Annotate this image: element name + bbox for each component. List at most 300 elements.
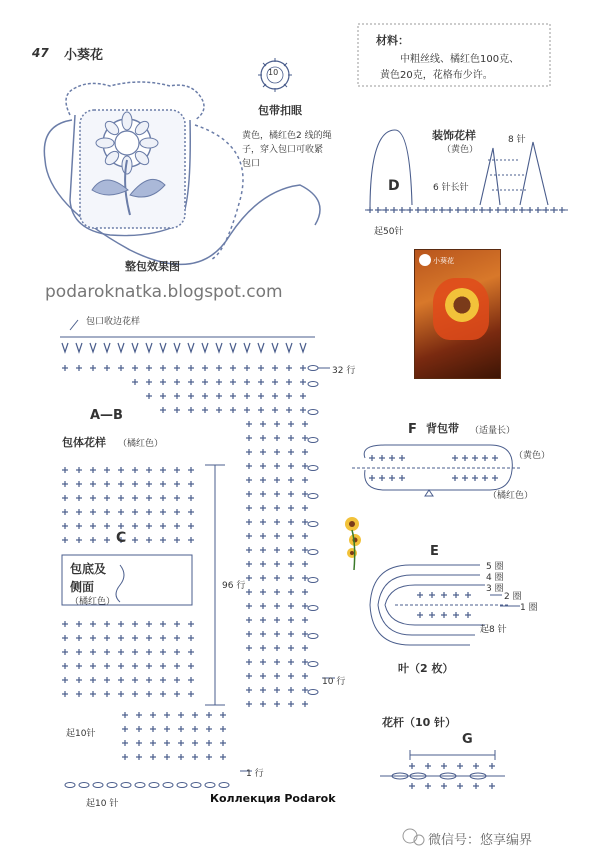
stitch-mark (174, 365, 180, 371)
stitch-mark (132, 691, 138, 697)
stitch-mark (220, 754, 226, 760)
stitch-mark (122, 754, 128, 760)
stitch-mark (246, 435, 252, 441)
chain-mark (135, 783, 145, 788)
stitch-mark (202, 393, 208, 399)
stitch-mark (146, 467, 152, 473)
chain-mark (308, 634, 318, 639)
stitch-mark (146, 481, 152, 487)
chain-mark (121, 783, 131, 788)
stitch-mark (441, 783, 447, 789)
stitch-mark (246, 449, 252, 455)
stitch-mark (160, 379, 166, 385)
stitch-mark (272, 379, 278, 385)
stitch-mark (462, 455, 468, 461)
stitch-mark (258, 365, 264, 371)
stitch-mark (417, 592, 423, 598)
stitch-mark (178, 726, 184, 732)
stitch-mark (288, 603, 294, 609)
stitch-mark (188, 663, 194, 669)
label-ab: A—B (90, 408, 123, 423)
stitch-mark (164, 754, 170, 760)
stitch-mark (473, 783, 479, 789)
stitch-mark (206, 754, 212, 760)
stitch-mark (302, 673, 308, 679)
stitch-mark (288, 701, 294, 707)
stitch-mark (132, 481, 138, 487)
chain-mark (177, 783, 187, 788)
stitch-mark (302, 631, 308, 637)
stitch-mark (260, 505, 266, 511)
stitch-mark (90, 677, 96, 683)
stitch-mark (274, 589, 280, 595)
chain-mark (308, 410, 318, 415)
stitch-mark (90, 663, 96, 669)
stitch-mark (192, 754, 198, 760)
stitch-mark (146, 677, 152, 683)
stitch-mark (492, 475, 498, 481)
stitch-mark (104, 481, 110, 487)
chain-mark (308, 522, 318, 527)
stitch-mark (164, 726, 170, 732)
stitch-mark (174, 379, 180, 385)
stem-title: 花杆（10 针） (382, 716, 457, 729)
stitch-mark (146, 691, 152, 697)
stitch-mark (122, 726, 128, 732)
stitch-mark (302, 463, 308, 469)
stitch-mark (302, 421, 308, 427)
label-e: E (430, 544, 439, 559)
stitch-mark (118, 481, 124, 487)
stitch-mark (160, 663, 166, 669)
stitch-mark (302, 575, 308, 581)
bag-caption: 整包效果图 (125, 260, 180, 273)
stitch-mark (274, 561, 280, 567)
stitch-mark (260, 589, 266, 595)
stitch-mark (206, 726, 212, 732)
eyelet-note-3: 包口 (242, 159, 261, 169)
materials-line1: 中粗丝线、橘红色100克、 (400, 54, 520, 65)
stitch-mark (216, 379, 222, 385)
stitch-mark (202, 365, 208, 371)
stitch-mark (216, 365, 222, 371)
stitch-mark (471, 207, 477, 213)
stitch-mark (188, 677, 194, 683)
stitch-mark (76, 365, 82, 371)
stitch-mark (160, 677, 166, 683)
stitch-mark (447, 207, 453, 213)
stitch-mark (244, 407, 250, 413)
stitch-mark (76, 691, 82, 697)
stitch-mark (407, 207, 413, 213)
stitch-mark (174, 495, 180, 501)
eyelet-note-2: 子，穿入包口可收紧 (242, 145, 324, 155)
stitch-mark (492, 455, 498, 461)
stitch-mark (62, 523, 68, 529)
stitch-mark (453, 612, 459, 618)
stitch-mark (487, 207, 493, 213)
stitch-mark (559, 207, 565, 213)
wechat-icon (403, 829, 424, 845)
stitch-mark (132, 365, 138, 371)
stitch-mark (288, 631, 294, 637)
stitch-mark (188, 495, 194, 501)
stitch-mark (482, 475, 488, 481)
body-color: （橘红色） (118, 439, 164, 449)
stitch-mark (174, 649, 180, 655)
stitch-mark (274, 547, 280, 553)
leaf-r2: 2 圈 (504, 592, 522, 602)
stitch-mark (274, 673, 280, 679)
rows-arrow (205, 465, 335, 771)
stitch-mark (288, 687, 294, 693)
stitch-mark (146, 663, 152, 669)
stitch-mark (302, 687, 308, 693)
stitch-mark (62, 621, 68, 627)
stitch-mark (288, 617, 294, 623)
chain-mark (308, 606, 318, 611)
stitch-mark (246, 547, 252, 553)
stitch-mark (274, 505, 280, 511)
stitch-mark (104, 509, 110, 515)
eyelet-note-1: 黄色，橘红色2 线的绳 (242, 131, 332, 141)
stitch-mark (132, 621, 138, 627)
badge-icon (419, 254, 431, 266)
stitch-mark (90, 523, 96, 529)
stitch-mark (260, 561, 266, 567)
stitch-mark (274, 701, 280, 707)
stitch-mark (302, 589, 308, 595)
stitch-mark (174, 663, 180, 669)
stitch-mark (246, 589, 252, 595)
decor-6-rows: 6 针长针 (433, 183, 469, 193)
stitch-mark (452, 455, 458, 461)
stitch-mark (150, 712, 156, 718)
page-title: 小葵花 (64, 48, 104, 63)
stitch-mark (104, 467, 110, 473)
label-g: G (462, 732, 473, 747)
stitch-mark (160, 621, 166, 627)
stitch-mark (519, 207, 525, 213)
stitch-mark (462, 475, 468, 481)
decor-start: 起50针 (374, 227, 404, 237)
stitch-mark (527, 207, 533, 213)
stitch-mark (104, 365, 110, 371)
stitch-mark (136, 754, 142, 760)
stitch-mark (288, 589, 294, 595)
stitch-mark (188, 635, 194, 641)
stitch-mark (188, 523, 194, 529)
leaf-r5: 5 圈 (486, 562, 504, 572)
stitch-mark (246, 575, 252, 581)
stitch-mark (535, 207, 541, 213)
stitch-mark (150, 754, 156, 760)
stitch-mark (174, 537, 180, 543)
stitch-mark (216, 393, 222, 399)
stitch-mark (118, 467, 124, 473)
chain-mark (107, 783, 117, 788)
leaf-caption: 叶（2 枚） (398, 662, 454, 675)
stitch-mark (76, 509, 82, 515)
stitch-mark (425, 763, 431, 769)
stitch-mark (379, 475, 385, 481)
stitch-mark (104, 649, 110, 655)
stitch-mark (174, 523, 180, 529)
stitch-mark (160, 467, 166, 473)
stitch-mark (90, 481, 96, 487)
stitch-mark (230, 365, 236, 371)
stitch-mark (260, 491, 266, 497)
stitch-mark (274, 449, 280, 455)
stitch-mark (246, 561, 252, 567)
stitch-mark (132, 467, 138, 473)
stitch-mark (441, 612, 447, 618)
stitch-mark (302, 701, 308, 707)
edge-label: 包口收边花样 (86, 317, 141, 327)
stitch-mark (288, 673, 294, 679)
stitch-mark (244, 393, 250, 399)
stitch-mark (178, 712, 184, 718)
stitch-mark (230, 407, 236, 413)
stitch-mark (246, 477, 252, 483)
stitch-mark (415, 207, 421, 213)
stitch-mark (122, 740, 128, 746)
stitch-mark (246, 673, 252, 679)
stitch-mark (465, 612, 471, 618)
stitch-mark (286, 393, 292, 399)
stitch-mark (272, 365, 278, 371)
stitch-mark (90, 495, 96, 501)
strap-orange: （橘红色） (488, 491, 534, 501)
stitch-mark (76, 635, 82, 641)
stitch-mark (260, 673, 266, 679)
stitch-mark (457, 783, 463, 789)
stitch-mark (202, 407, 208, 413)
collection-label: Коллекция Podarok (210, 792, 336, 805)
stitch-mark (146, 635, 152, 641)
stitch-mark (300, 365, 306, 371)
stitch-mark (178, 740, 184, 746)
stitch-mark (302, 561, 308, 567)
stitch-mark (76, 663, 82, 669)
chain-mark (149, 783, 159, 788)
stitch-mark (146, 523, 152, 529)
stitch-mark (246, 617, 252, 623)
stitch-mark (260, 575, 266, 581)
stitch-mark (118, 691, 124, 697)
page-number: 47 (32, 46, 49, 60)
chain-mark (205, 783, 215, 788)
stitch-mark (62, 635, 68, 641)
stitch-mark (174, 393, 180, 399)
base-color: （橘红色） (70, 597, 116, 607)
stitch-mark (302, 659, 308, 665)
stitch-mark (260, 477, 266, 483)
stitch-mark (274, 421, 280, 427)
stitch-mark (246, 687, 252, 693)
stitch-mark (220, 726, 226, 732)
start-10-a: 起10针 (66, 729, 96, 739)
stitch-mark (429, 592, 435, 598)
stitch-mark (288, 659, 294, 665)
stitch-mark (246, 645, 252, 651)
stitch-mark (192, 740, 198, 746)
stitch-mark (399, 475, 405, 481)
base-line2: 侧面 (70, 580, 95, 594)
stitch-mark (246, 463, 252, 469)
edge-pattern-chart (60, 320, 330, 371)
stitch-mark (146, 509, 152, 515)
stitch-mark (160, 509, 166, 515)
stitch-mark (288, 533, 294, 539)
stitch-mark (288, 547, 294, 553)
stitch-mark (369, 475, 375, 481)
stitch-mark (62, 365, 68, 371)
stitch-mark (288, 421, 294, 427)
stitch-mark (367, 207, 373, 213)
stitch-mark (274, 617, 280, 623)
stitch-mark (202, 379, 208, 385)
stitch-mark (118, 677, 124, 683)
stitch-mark (260, 435, 266, 441)
stitch-mark (76, 621, 82, 627)
stitch-mark (288, 505, 294, 511)
stitch-mark (543, 207, 549, 213)
stitch-mark (122, 712, 128, 718)
stitch-mark (288, 575, 294, 581)
stitch-mark (260, 533, 266, 539)
stitch-mark (160, 635, 166, 641)
stitch-mark (76, 523, 82, 529)
stitch-mark (132, 379, 138, 385)
stitch-mark (90, 635, 96, 641)
stitch-mark (375, 207, 381, 213)
stitch-mark (150, 740, 156, 746)
stitch-mark (258, 393, 264, 399)
stitch-mark (104, 635, 110, 641)
stitch-mark (146, 379, 152, 385)
stitch-mark (90, 537, 96, 543)
chain-mark (163, 783, 173, 788)
stitch-mark (472, 475, 478, 481)
stitch-mark (174, 621, 180, 627)
stitch-mark (62, 691, 68, 697)
stitch-mark (463, 207, 469, 213)
stitch-mark (118, 523, 124, 529)
stitch-mark (160, 649, 166, 655)
stitch-mark (399, 455, 405, 461)
stitch-mark (302, 533, 308, 539)
stitch-mark (274, 631, 280, 637)
stitch-mark (118, 621, 124, 627)
stitch-mark (160, 691, 166, 697)
stitch-mark (479, 207, 485, 213)
chain-mark (308, 550, 318, 555)
sunflower-decoration-icon (345, 517, 361, 570)
start-10-b: 起10 针 (86, 799, 119, 809)
stitch-mark (132, 663, 138, 669)
strap-yellow: （黄色） (514, 451, 551, 461)
stitch-mark (76, 481, 82, 487)
stitch-mark (174, 481, 180, 487)
stitch-mark (302, 449, 308, 455)
stitch-mark (146, 393, 152, 399)
stitch-mark (104, 677, 110, 683)
stitch-mark (389, 475, 395, 481)
stitch-mark (76, 649, 82, 655)
stitch-mark (302, 505, 308, 511)
leaf-r3: 3 圈 (486, 584, 504, 594)
stitch-mark (206, 740, 212, 746)
chain-mark (308, 466, 318, 471)
stitch-mark (104, 537, 110, 543)
stitch-mark (188, 621, 194, 627)
stitch-mark (383, 207, 389, 213)
stitch-mark (188, 691, 194, 697)
stitch-mark (302, 477, 308, 483)
stitch-mark (260, 603, 266, 609)
stitch-mark (246, 659, 252, 665)
stitch-mark (132, 649, 138, 655)
stitch-mark (272, 407, 278, 413)
stitch-mark (246, 603, 252, 609)
stitch-mark (260, 659, 266, 665)
stitch-mark (90, 649, 96, 655)
stitch-mark (409, 783, 415, 789)
stitch-mark (118, 365, 124, 371)
stitch-mark (178, 754, 184, 760)
stitch-mark (551, 207, 557, 213)
stitch-mark (62, 509, 68, 515)
stitch-mark (441, 592, 447, 598)
stitch-mark (146, 621, 152, 627)
stitch-mark (288, 491, 294, 497)
decor-color: （黄色） (442, 145, 479, 155)
stitch-mark (76, 495, 82, 501)
stitch-mark (174, 635, 180, 641)
stem-chart (380, 750, 505, 779)
stitch-mark (62, 467, 68, 473)
stitch-mark (132, 677, 138, 683)
stitch-mark (188, 393, 194, 399)
stitch-mark (132, 495, 138, 501)
stitch-mark (132, 537, 138, 543)
body-title: 包体花样 (62, 436, 106, 449)
stitch-mark (286, 379, 292, 385)
stitch-mark (288, 463, 294, 469)
stitch-mark (90, 365, 96, 371)
stitch-mark (104, 621, 110, 627)
stitch-mark (160, 365, 166, 371)
stitch-mark (160, 407, 166, 413)
stitch-mark (132, 509, 138, 515)
stitch-mark (452, 475, 458, 481)
stitch-mark (206, 712, 212, 718)
stitch-mark (136, 740, 142, 746)
stitch-mark (174, 677, 180, 683)
stitch-mark (399, 207, 405, 213)
chain-mark (308, 578, 318, 583)
stitch-mark (174, 467, 180, 473)
stitch-mark (274, 463, 280, 469)
stitch-mark (146, 495, 152, 501)
stitch-mark (246, 533, 252, 539)
stitch-mark (302, 617, 308, 623)
stitch-mark (118, 495, 124, 501)
chain-mark (93, 783, 103, 788)
stitch-mark (62, 481, 68, 487)
stitch-mark (90, 621, 96, 627)
